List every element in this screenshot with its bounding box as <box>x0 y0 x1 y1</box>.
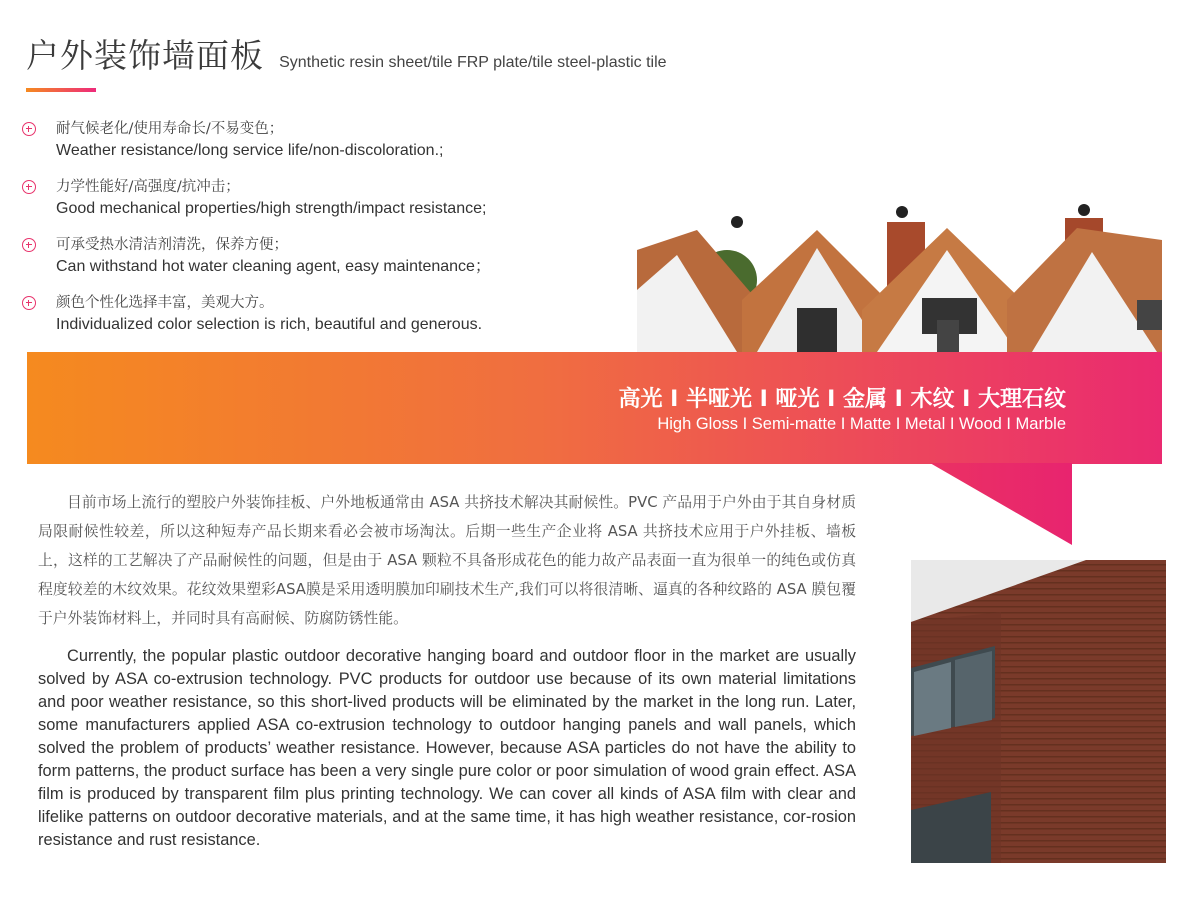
banner-tail <box>930 463 1072 545</box>
feature-text-cn: 颜色个性化选择丰富，美观大方。 <box>56 295 274 311</box>
title-english: Synthetic resin sheet/tile FRP plate/tile steel-plastic tile <box>279 54 667 71</box>
feature-text-en: Weather resistance/long service life/non-discoloration.; <box>56 142 444 159</box>
houses-photo <box>637 200 1162 352</box>
title-chinese: 户外装饰墙面板 <box>26 36 264 75</box>
feature-text-cn: 耐气候老化/使用寿命长/不易变色； <box>56 121 284 137</box>
title-accent-bar <box>26 88 96 92</box>
finishes-english: High Gloss I Semi-matte I Matte I Metal I Wood I Marble <box>657 415 1066 433</box>
feature-text-en: Can withstand hot water cleaning agent, easy maintenance； <box>56 258 491 275</box>
plus-circle-icon <box>22 296 36 310</box>
plus-circle-icon <box>22 180 36 194</box>
plus-circle-icon <box>22 238 36 252</box>
finish-options-banner <box>27 352 1162 464</box>
feature-item <box>20 234 620 292</box>
feature-item <box>20 176 620 234</box>
page-title <box>26 30 667 77</box>
feature-text-en: Good mechanical properties/high strength/impact resistance; <box>56 200 487 217</box>
feature-list <box>20 118 620 350</box>
finishes-chinese: 高光 I 半哑光 I 哑光 I 金属 I 木纹 I 大理石纹 <box>618 387 1066 412</box>
wall-panel-photo <box>911 560 1166 863</box>
body-paragraph-cn: 目前市场上流行的塑胶户外装饰挂板、户外地板通常由 ASA 共挤技术解决其耐候性。PVC 产品用于户外由于其自身材质局限耐候性较差，所以这种短寿产品长期来看必会被市场淘汰。后期一些生产企业将 ASA 共挤技术应用于户外挂板、墙板上，这样的工艺解决了产品耐候性的问题，但是由于 ASA 颗粒不具备形成花色的能力故产品表面一直为很单一的纯色或仿真程度较差的木纹效果。花纹效果塑彩ASA膜是采用透明膜加印刷技术生产,我们可以将很清晰、逼真的各种纹路的 ASA 膜包覆于户外装饰材料上，并同时具有高耐候、防腐防锈性能。 <box>38 494 856 627</box>
feature-text-cn: 力学性能好/高强度/抗冲击； <box>56 179 240 195</box>
feature-item <box>20 118 620 176</box>
plus-circle-icon <box>22 122 36 136</box>
body-paragraph-en: Currently, the popular plastic outdoor decorative hanging board and outdoor floor in the market are usually solved by ASA co-extrusion technology. PVC products for outdoor use because of its own material limitations and poor weather resistance, so this short-lived products will be eliminated by the market in the long run. Later, some manufacturers applied ASA co-extrusion technology to outdoor hanging panels and wall panels, which solved the problem of products’ weather resistance. However, because ASA particles do not have the ability to form patterns, the product surface has been a very single pure color or poor simulation of wood grain effect. ASA film is produced by transparent film plus printing technology. We can cover all kinds of ASA film with clear and lifelike patterns on outdoor decorative materials, and at the same time, it has high weather resistance, cor-rosion resistance and rust resistance. <box>38 647 856 849</box>
feature-text-en: Individualized color selection is rich, beautiful and generous. <box>56 316 483 333</box>
feature-text-cn: 可承受热水清洁剂清洗，保养方便； <box>56 237 288 253</box>
feature-item <box>20 292 620 350</box>
